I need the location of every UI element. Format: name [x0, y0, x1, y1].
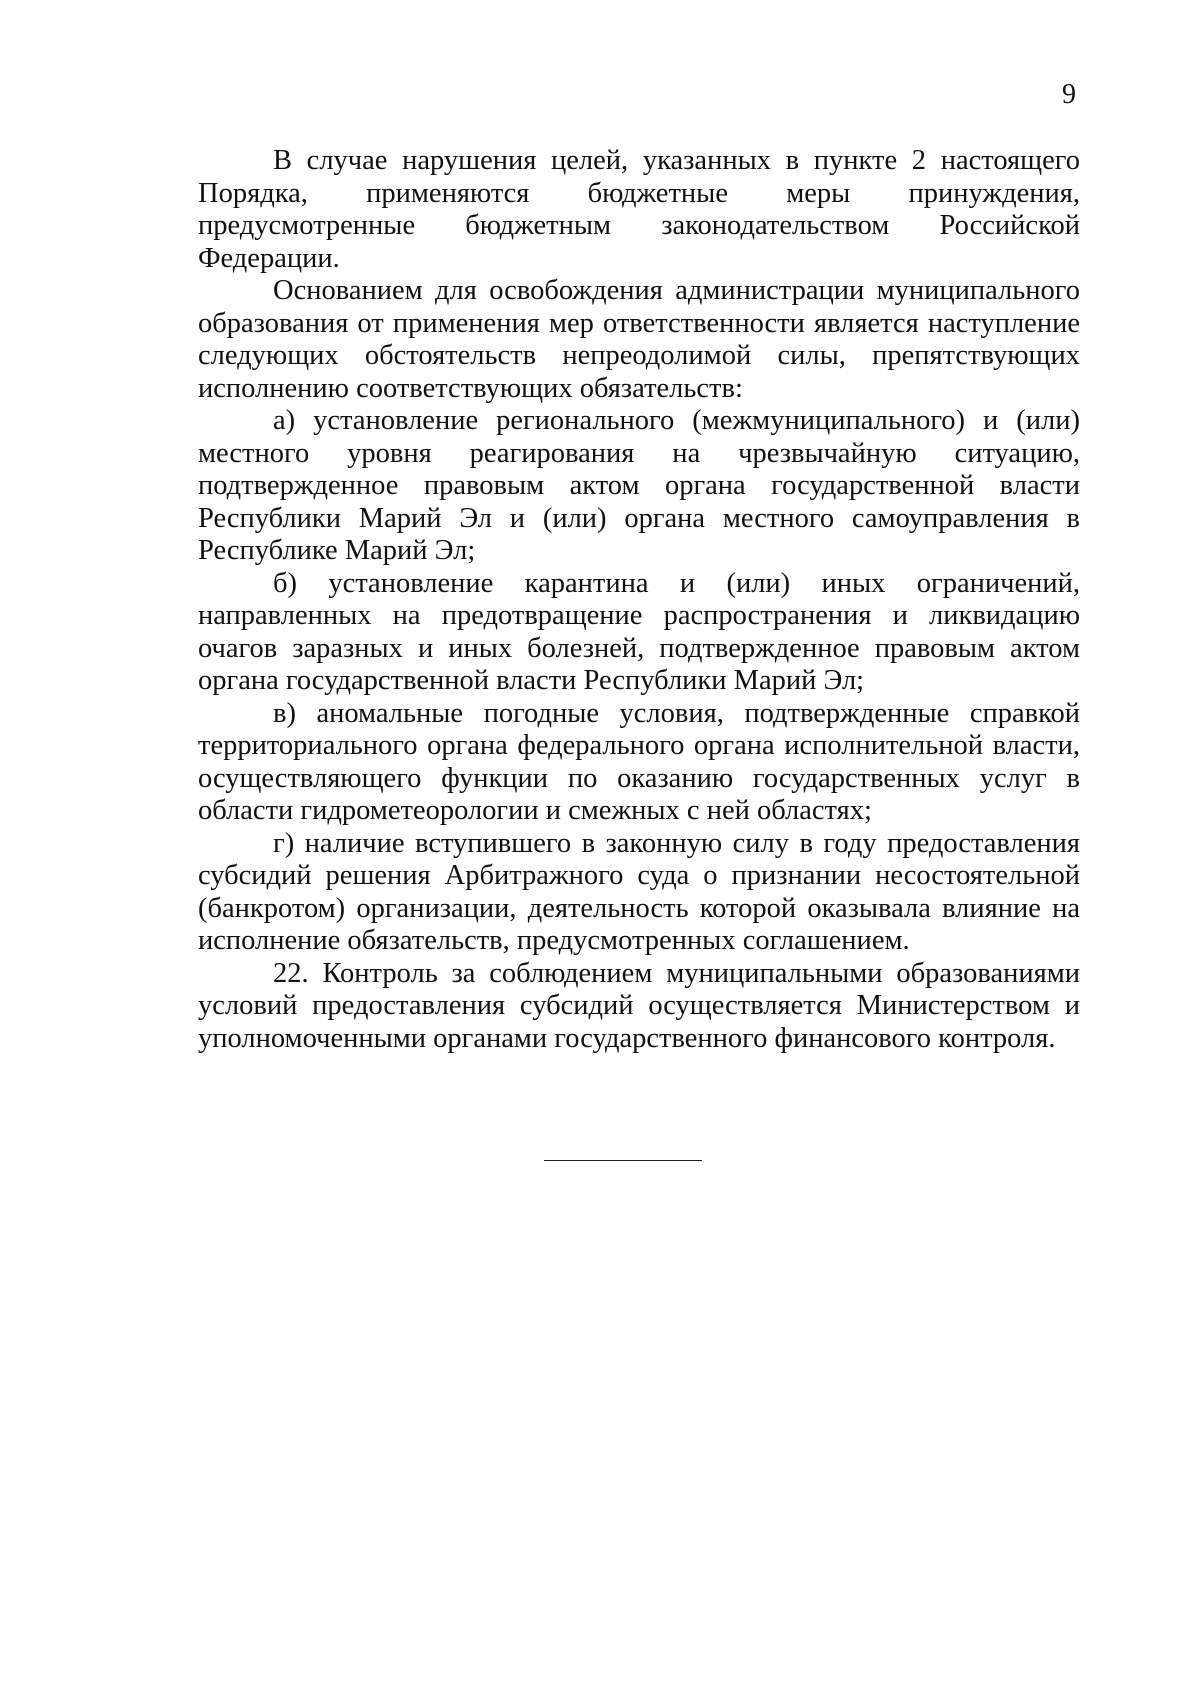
list-item-a-emergency: а) установление регионального (межмуниципального) и (или) местного уровня реагирования на чрезвычайную ситуацию, подтвержденное правовым актом органа государственной власти Республики Марий Эл и (или) органа местного самоуправления в Республике Марий Эл;: [198, 405, 1080, 566]
page-number: 9: [1062, 79, 1076, 110]
list-item-b-quarantine: б) установление карантина и (или) иных ограничений, направленных на предотвращение распространения и ликвидацию очагов заразных и иных болезней, подтвержденное правовым актом органа государственной власти Республики Марий Эл;: [198, 567, 1080, 696]
list-item-c-weather: в) аномальные погодные условия, подтвержденные справкой территориального органа федерального органа исполнительной власти, осуществляющего функции по оказанию государственных услуг в области гидрометеорологии и смежных с ней областях;: [198, 697, 1080, 826]
end-of-document-rule: [544, 1160, 702, 1161]
paragraph-22-control: 22. Контроль за соблюдением муниципальными образованиями условий предоставления субсидий осуществляется Министерством и уполномоченными органами государственного финансового контроля.: [198, 957, 1080, 1054]
list-item-d-bankruptcy: г) наличие вступившего в законную силу в году предоставления субсидий решения Арбитражного суда о признании несостоятельной (банкротом) организации, деятельность которой оказывала влияние на исполнение обязательств, предусмотренных соглашением.: [198, 827, 1080, 956]
paragraph-force-majeure-basis: Основанием для освобождения администрации муниципального образования от применения мер ответственности является наступление следующих обстоятельств непреодолимой силы, препятствующих исполнению соответствующих обязательств:: [198, 275, 1080, 404]
paragraph-budget-measures: В случае нарушения целей, указанных в пункте 2 настоящего Порядка, применяются бюджетные меры принуждения, предусмотренные бюджетным законодательством Российской Федерации.: [198, 145, 1080, 274]
document-body: [198, 145, 1080, 1055]
